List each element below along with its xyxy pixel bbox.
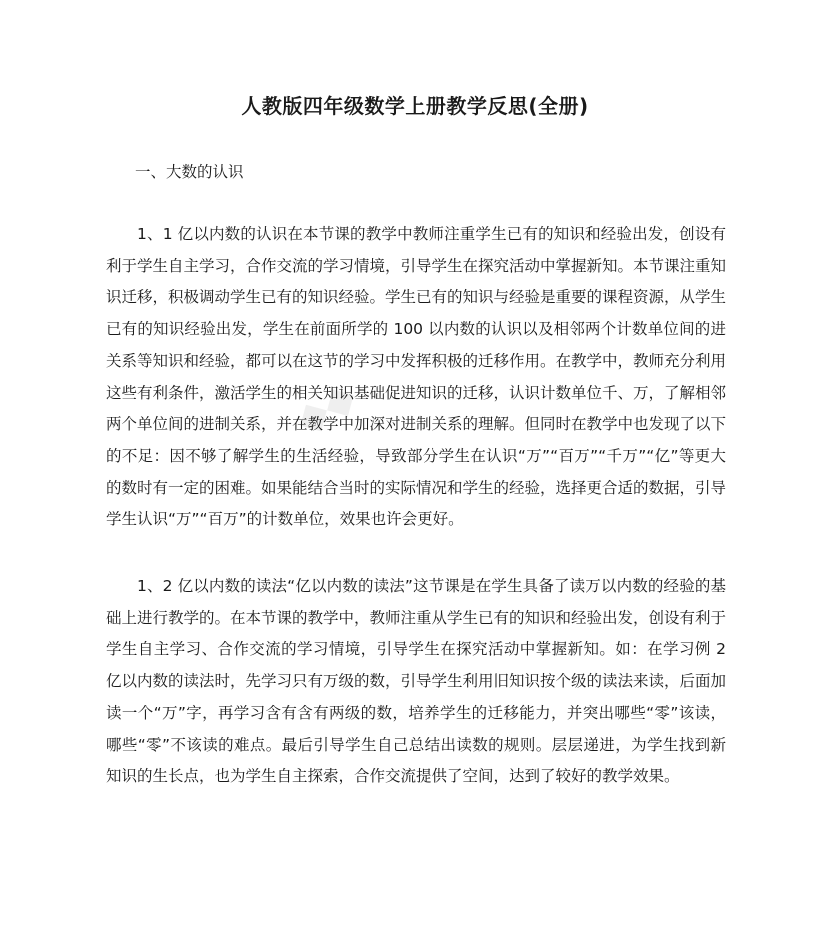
document-title: 人教版四年级数学上册教学反思(全册) xyxy=(241,94,589,118)
watermark-graphic: ◆◆ xyxy=(287,372,364,444)
paragraph-1: 1、1 亿以内数的认识在本节课的教学中教师注重学生已有的知识和经验出发，创设有利于学生自主学习，合作交流的学习情境，引导学生在探究活动中掌握新知。本节课注重知识迁移，积极调动学生已有的知识经验。学生已有的知识与经验是重要的课程资源，从学生已有的知识经验出发，学生在前面所学的 100 以内数的认识以及相邻两个计数单位间的进关系等知识和经验，都可以在这节的学习中发挥积极的迁移作用。在教学中，教师充分利用这些有利条件，激活学生的相关知识基础促进知识的迁移，认识计数单位千、万，了解相邻两个单位间的进制关系，并在教学中加深对进制关系的理解。但同时在教学中也发现了以下的不足：因不够了解学生的生活经验，导致部分学生在认识“万”“百万”“千万”“亿”等更大的数时有一定的困难。如果能结合当时的实际情况和学生的经验，选择更合适的数据，引导学生认识“万”“百万”的计数单位，效果也许会更好。 xyxy=(106,225,727,529)
section-heading: 一、大数的认识 xyxy=(135,163,244,181)
paragraph-2: 1、2 亿以内数的读法“亿以内数的读法”这节课是在学生具备了读万以内数的经验的基础上进行教学的。在本节课的教学中，教师注重从学生已有的知识和经验出发，创设有利于学生自主学习、合作交流的学习情境，引导学生在探究活动中掌握新知。如：在学习例 2 亿以内数的读法时，先学习只有万级的数，引导学生利用旧知识按个级的读法来读，后面加读一个“万”字，再学习含有含有两级的数，培养学生的迁移能力，并突出哪些“零”该读，哪些“零”不该读的难点。最后引导学生自己总结出读数的规则。层层递进，为学生找到新知识的生长点，也为学生自主探索，合作交流提供了空间，达到了较好的教学效果。 xyxy=(106,577,727,786)
